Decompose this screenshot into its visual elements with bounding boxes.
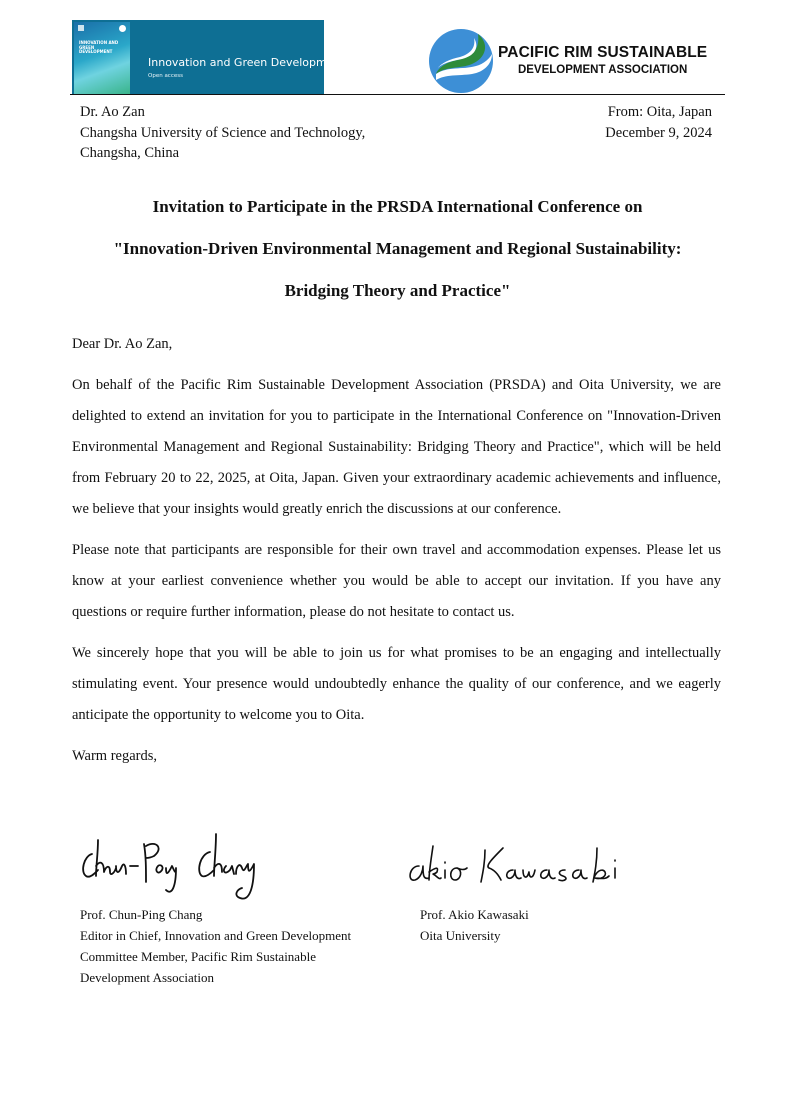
paragraph-invitation: On behalf of the Pacific Rim Sustainable Development Association (PRSDA) and Oita University, we are delighted to extend an invitation for you to participate in the International Conference on "Innovation-Driven Environmental Management and Regional Sustainability: Bridging Theory and Practice", which will be held from February 20 to 22, 2025, at Oita, Japan. Given your extraordinary academic achievements and influence, we believe that your insights would greatly enrich the discussions at our conference. — [72, 377, 721, 517]
signature-akio-kawasaki — [405, 840, 630, 890]
association-name — [498, 44, 707, 78]
signatory-name: Prof. Chun-Ping Chang — [80, 907, 203, 922]
cover-title: INNOVATION AND GREEN DEVELOPMENT — [79, 40, 119, 54]
salutation: Dear Dr. Ao Zan, — [72, 336, 173, 352]
journal-access-label: Open access — [148, 73, 183, 79]
society-badge-icon — [119, 25, 126, 32]
publisher-logo-icon — [78, 25, 84, 31]
association-name-line2: DEVELOPMENT ASSOCIATION — [517, 64, 688, 76]
letter-date: December 9, 2024 — [605, 124, 712, 141]
association-logo-icon — [428, 28, 494, 94]
title-line-2: "Innovation-Driven Environmental Management and Regional Sustainability: — [113, 239, 682, 258]
signatory-chang — [80, 904, 351, 988]
recipient-location: Changsha, China — [80, 145, 180, 161]
closing: Warm regards, — [72, 748, 157, 764]
paragraph-expenses: Please note that participants are responsible for their own travel and accommodation expenses. Please let us know at your earliest convenience whether you would be able to accept our invitation. If you have any questions or require further information, please do not hesitate to contact us. — [72, 542, 721, 620]
journal-banner — [72, 20, 345, 94]
recipient-block — [80, 102, 365, 164]
signatory-title: Editor in Chief, Innovation and Green Development — [80, 928, 352, 943]
title-line-1: Invitation to Participate in the PRSDA International Conference on — [152, 197, 643, 216]
signatory-kawasaki — [420, 904, 529, 946]
recipient-name: Dr. Ao Zan — [80, 104, 145, 120]
title-line-3: Bridging Theory and Practice" — [284, 281, 511, 300]
journal-name: Innovation and Green Development — [148, 56, 345, 69]
paragraph-closing-hope: We sincerely hope that you will be able to join us for what promises to be an engaging and intellectually stimulating event. Your presence would undoubtedly enhance the quality of our conference, and we eagerly anticipate the opportunity to welcome you to Oita. — [72, 645, 721, 723]
journal-cover-image — [74, 22, 130, 94]
letter-title — [70, 186, 725, 312]
sender-location: From: Oita, Japan — [607, 104, 712, 120]
signatory-title: Development Association — [80, 970, 214, 985]
sender-block — [605, 102, 712, 143]
letter-body — [72, 329, 721, 772]
signature-chun-ping-chang — [76, 826, 286, 904]
signatory-affiliation: Oita University — [420, 928, 501, 943]
header-divider — [70, 94, 725, 95]
signatory-name: Prof. Akio Kawasaki — [420, 907, 529, 922]
association-name-line1: PACIFIC RIM SUSTAINABLE — [498, 44, 708, 61]
signatory-title: Committee Member, Pacific Rim Sustainable — [80, 949, 316, 964]
recipient-institution: Changsha University of Science and Technology, — [80, 124, 366, 141]
